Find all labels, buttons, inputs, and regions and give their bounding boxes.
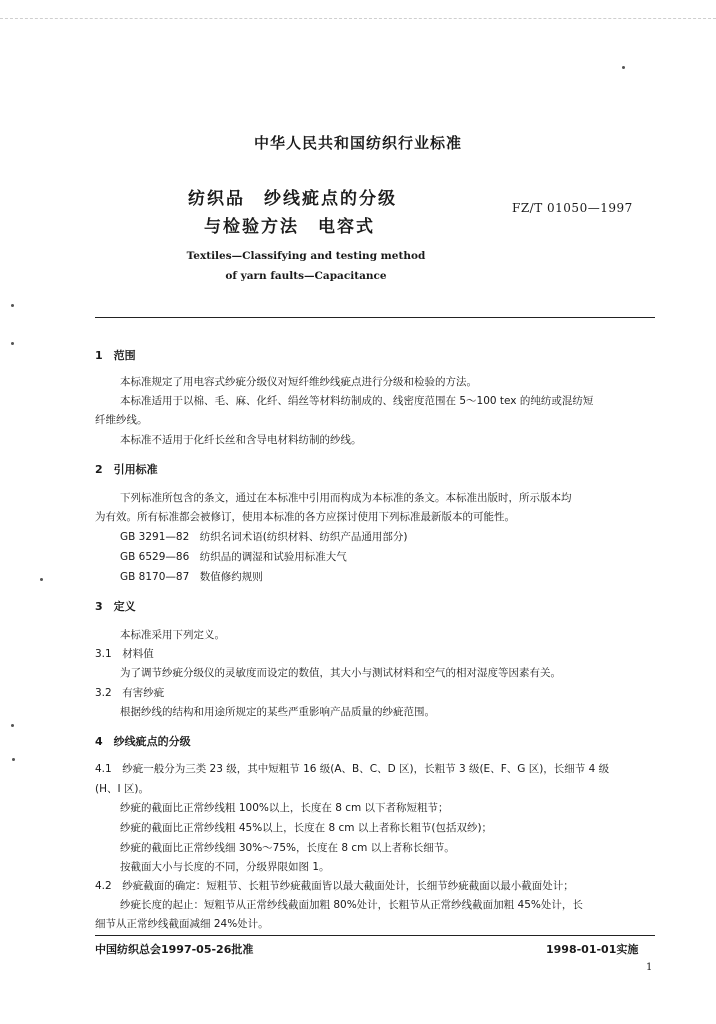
clause-4-2-line2: 纱疵长度的起止：短粗节从正常纱线截面加粗 80%处计，长粗节从正常纱线截面加粗 45%处计，长	[120, 899, 583, 911]
section-1-paragraph-1: 本标准规定了用电容式纱疵分级仪对短纤维纱线疵点进行分级和检验的方法。	[120, 376, 477, 388]
clause-4-1-short-thick: 纱疵的截面比正常纱线粗 100%以上，长度在 8 cm 以下者称短粗节；	[120, 802, 449, 814]
clause-4-1-grading-note: 按截面大小与长度的不同，分级界限如图 1。	[120, 861, 330, 873]
section-2-heading: 2 引用标准	[95, 463, 158, 476]
scan-edge-line	[0, 18, 716, 19]
english-title-line2: of yarn faults—Capacitance	[225, 270, 387, 282]
definition-3-1-title: 3.1 材料值	[95, 648, 154, 660]
document-title-line1: 纺织品 纱线疵点的分级	[188, 189, 397, 209]
section-3-heading: 3 定义	[95, 600, 136, 613]
scan-speck	[11, 342, 14, 345]
section-3-paragraph-1: 本标准采用下列定义。	[120, 629, 225, 641]
section-2-paragraph-1-cont: 为有效。所有标准都会被修订，使用本标准的各方应探讨使用下列标准最新版本的可能性。	[95, 511, 515, 523]
section-1-paragraph-2: 本标准适用于以棉、毛、麻、化纤、绢丝等材料纺制成的、线密度范围在 5～100 tex 的纯纺或混纺短	[120, 395, 594, 407]
definition-3-2-text: 根据纱线的结构和用途所规定的某些严重影响产品质量的纱疵范围。	[120, 706, 435, 718]
effective-date: 1998-01-01实施	[546, 943, 639, 956]
section-4-heading: 4 纱线疵点的分级	[95, 735, 191, 748]
section-1-paragraph-3: 本标准不适用于化纤长丝和含导电材料纺制的纱线。	[120, 434, 362, 446]
reference-gb8170: GB 8170—87 数值修约规则	[120, 571, 263, 583]
clause-4-2-line3: 细节从正常纱线截面减细 24%处计。	[95, 918, 269, 930]
clause-4-1-line2: (H、I 区)。	[95, 783, 150, 795]
section-1-heading: 1 范围	[95, 349, 136, 362]
reference-gb6529: GB 6529—86 纺织品的调湿和试验用标准大气	[120, 551, 347, 563]
document-title-line2: 与检验方法 电容式	[204, 217, 375, 237]
section-2-paragraph-1: 下列标准所包含的条文，通过在本标准中引用而构成为本标准的条文。本标准出版时，所示版本均	[120, 492, 572, 504]
scan-speck	[622, 66, 625, 69]
page-number: 1	[646, 962, 653, 973]
header-divider	[95, 317, 655, 318]
definition-3-1-text: 为了调节纱疵分级仪的灵敏度而设定的数值，其大小与测试材料和空气的相对湿度等因素有关。	[120, 667, 561, 679]
scan-speck	[11, 724, 14, 727]
english-title-line1: Textiles—Classifying and testing method	[186, 250, 426, 262]
approval-date: 中国纺织总会1997-05-26批准	[95, 943, 254, 956]
clause-4-2-line1: 4.2 纱疵截面的确定：短粗节、长粗节纱疵截面皆以最大截面处计，长细节纱疵截面以最小截面处计；	[95, 880, 574, 892]
standard-number: FZ/T 01050—1997	[512, 201, 633, 215]
issuing-organization: 中华人民共和国纺织行业标准	[253, 134, 462, 152]
section-1-paragraph-2-cont: 纤维纱线。	[95, 414, 148, 426]
clause-4-1-long-thin: 纱疵的截面比正常纱线细 30%～75%，长度在 8 cm 以上者称长细节。	[120, 842, 455, 854]
clause-4-1-line1: 4.1 纱疵一般分为三类 23 级，其中短粗节 16 级(A、B、C、D 区)，长粗节 3 级(E、F、G 区)，长细节 4 级	[95, 763, 610, 775]
clause-4-1-long-thick: 纱疵的截面比正常纱线粗 45%以上，长度在 8 cm 以上者称长粗节(包括双纱)；	[120, 822, 493, 834]
definition-3-2-title: 3.2 有害纱疵	[95, 687, 165, 699]
scan-speck	[12, 758, 15, 761]
reference-gb3291: GB 3291—82 纺织名词术语(纺织材料、纺织产品通用部分)	[120, 531, 408, 543]
scan-speck	[40, 578, 43, 581]
scan-speck	[11, 304, 14, 307]
footer-divider	[95, 935, 655, 936]
